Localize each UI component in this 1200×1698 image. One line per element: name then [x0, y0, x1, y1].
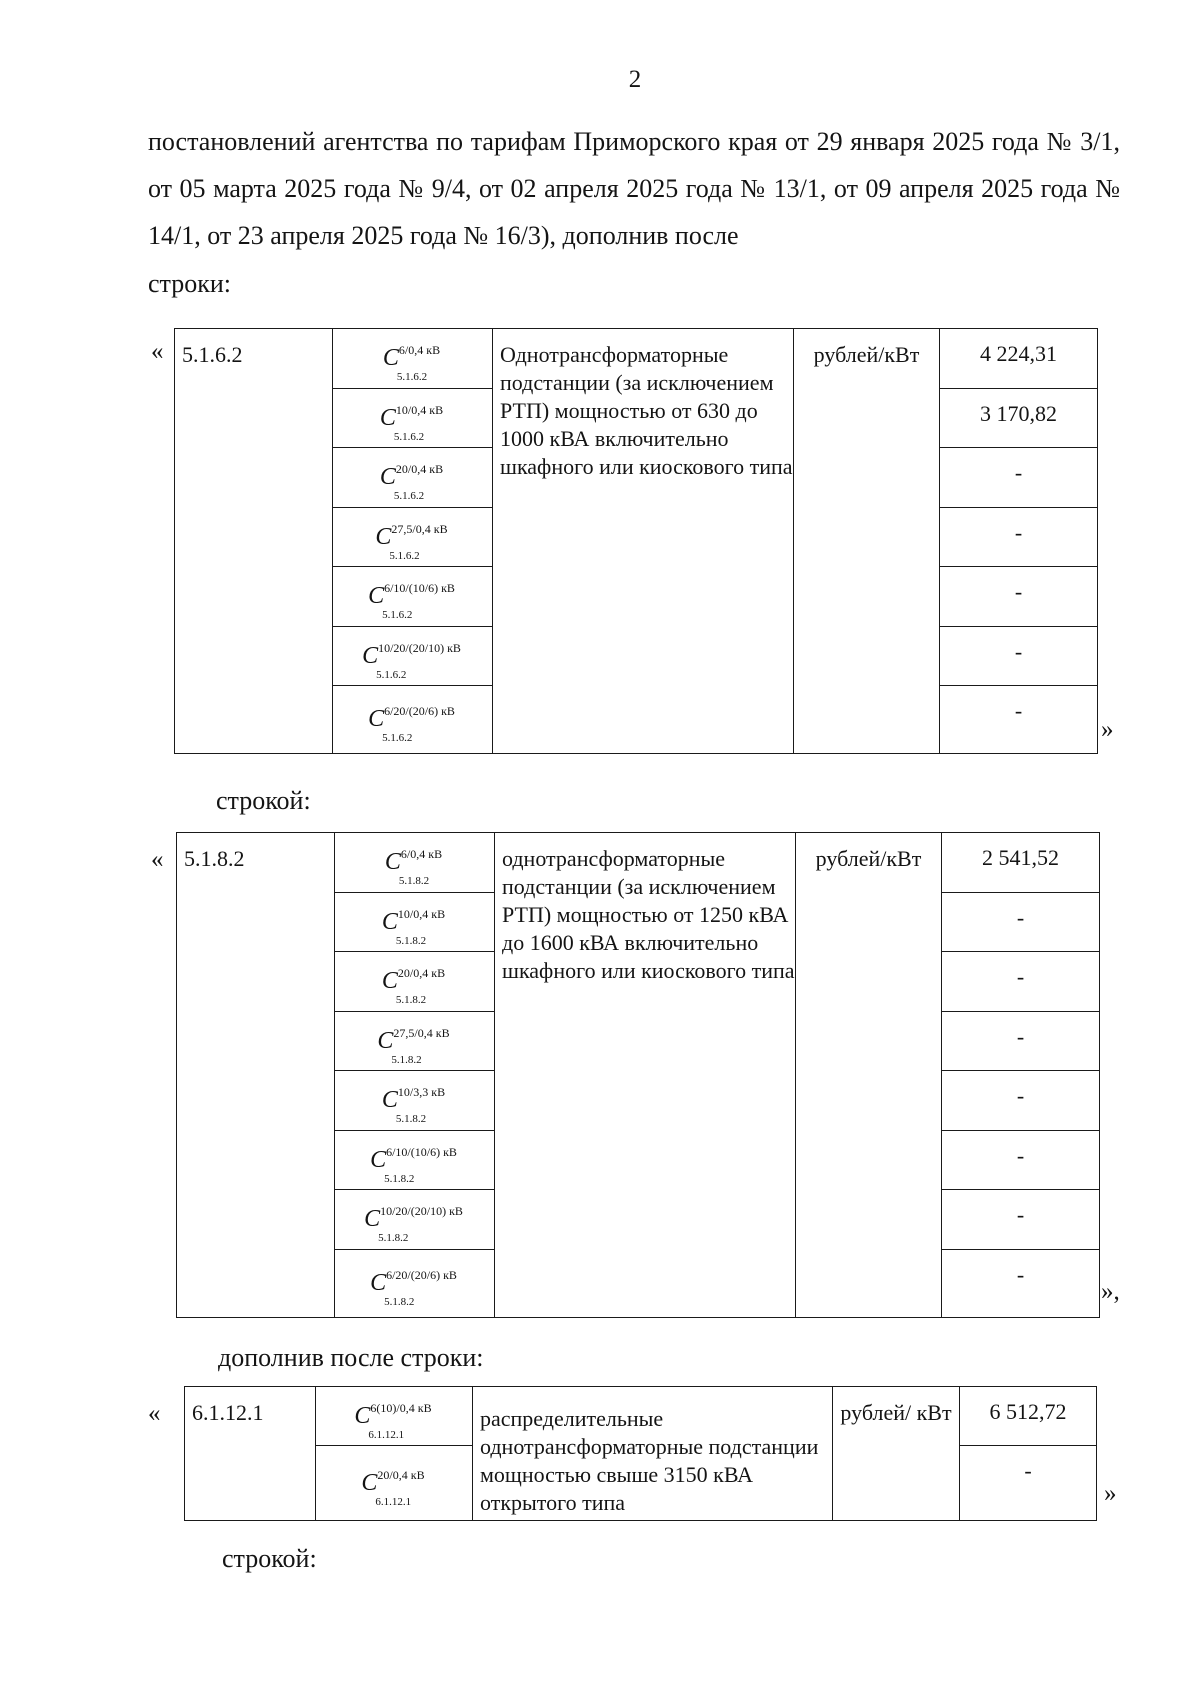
rate-symbol: $C^{27,5/0,4 кВ}$ 5.1.8.2	[335, 1012, 495, 1071]
row-code: 5.1.8.2	[177, 833, 335, 1318]
rate-value: -	[940, 448, 1098, 508]
rate-symbol: $C^{6/20/(20/6) кВ}$ 5.1.6.2	[333, 686, 493, 754]
quote-close: »,	[1101, 1278, 1120, 1305]
rate-symbol: $C^{10/20/(20/10) кВ}$ 5.1.6.2	[333, 627, 493, 686]
rate-symbol: $C^{27,5/0,4 кВ}$ 5.1.6.2	[333, 508, 493, 567]
rate-symbol: $C^{6/0,4 кВ}$ 5.1.8.2	[335, 833, 495, 893]
label-replace-1: строкой:	[216, 786, 311, 815]
rate-symbol: $C^{10/0,4 кВ}$ 5.1.8.2	[335, 893, 495, 952]
rate-symbol: $C^{20/0,4 кВ}$ 5.1.8.2	[335, 952, 495, 1012]
intro-last-line: строки:	[148, 269, 231, 298]
rate-value: 3 170,82	[940, 389, 1098, 448]
tariff-table-1	[174, 328, 1098, 754]
row-description: Однотрансформаторные подстанции (за исключением РТП) мощностью от 630 до 1000 кВА включительно шкафного или киоскового типа	[493, 329, 794, 754]
page-number: 2	[628, 66, 642, 93]
quote-close: »	[1104, 1480, 1117, 1507]
row-unit: рублей/ кВт	[833, 1387, 960, 1521]
rate-symbol: $C^{6/20/(20/6) кВ}$ 5.1.8.2	[335, 1250, 495, 1318]
rate-symbol: $C^{10/3,3 кВ}$ 5.1.8.2	[335, 1071, 495, 1131]
rate-value: -	[942, 1250, 1100, 1318]
row-description: распределительные однотрансформаторные подстанции мощностью свыше 3150 кВА открытого типа	[473, 1387, 833, 1521]
label-replace-2: строкой:	[222, 1544, 317, 1573]
intro-line: № 3/1, от 05 марта 2025 года № 9/4, от 02 апреля 2025 года № 13/1,	[148, 127, 1121, 203]
rate-symbol: $C^{6/10/(10/6) кВ}$ 5.1.6.2	[333, 567, 493, 627]
rate-symbol: $C^{20/0,4 кВ}$ 5.1.6.2	[333, 448, 493, 508]
rate-value: 4 224,31	[940, 329, 1098, 389]
row-description: однотрансформаторные подстанции (за исключением РТП) мощностью от 1250 кВА до 1600 кВА включительно шкафного или киоскового типа	[495, 833, 796, 1318]
rate-value: 6 512,72	[960, 1387, 1097, 1446]
row-unit: рублей/кВт	[794, 329, 940, 754]
rate-value: -	[942, 1131, 1100, 1190]
quote-open: «	[151, 338, 164, 365]
quote-open: «	[151, 846, 164, 873]
rate-value: -	[940, 627, 1098, 686]
rate-value: -	[942, 952, 1100, 1012]
row-code: 5.1.6.2	[175, 329, 333, 754]
rate-symbol: $C^{6(10)/0,4 кВ}$ 6.1.12.1	[316, 1387, 473, 1446]
rate-value: -	[942, 1012, 1100, 1071]
rate-value: -	[942, 1071, 1100, 1131]
rate-value: 2 541,52	[942, 833, 1100, 893]
rate-value: -	[942, 1190, 1100, 1250]
rate-symbol: $C^{20/0,4 кВ}$ 6.1.12.1	[316, 1446, 473, 1521]
rate-value: -	[940, 686, 1098, 754]
rate-value: -	[940, 508, 1098, 567]
rate-symbol: $C^{10/20/(20/10) кВ}$ 5.1.8.2	[335, 1190, 495, 1250]
quote-close: »	[1101, 716, 1114, 743]
intro-line: постановлений агентства по тарифам Приморского края от 29 января 2025 года	[148, 127, 1039, 156]
rate-value: -	[960, 1446, 1097, 1521]
rate-value: -	[942, 893, 1100, 952]
rate-symbol: $C^{6/10/(10/6) кВ}$ 5.1.8.2	[335, 1131, 495, 1190]
quote-open: «	[148, 1400, 161, 1427]
label-append: дополнив после строки:	[218, 1343, 484, 1372]
rate-symbol: $C^{10/0,4 кВ}$ 5.1.6.2	[333, 389, 493, 448]
rate-value: -	[940, 567, 1098, 627]
intro-line: от 09 апреля 2025 года № 14/1, от 23 апреля 2025 года № 16/3), дополнив после	[148, 174, 1120, 250]
intro-paragraph	[148, 118, 1120, 259]
tariff-table-3	[184, 1386, 1097, 1521]
row-code: 6.1.12.1	[185, 1387, 316, 1521]
rate-symbol: $C^{6/0,4 кВ}$ 5.1.6.2	[333, 329, 493, 389]
row-unit: рублей/кВт	[796, 833, 942, 1318]
tariff-table-2	[176, 832, 1100, 1318]
